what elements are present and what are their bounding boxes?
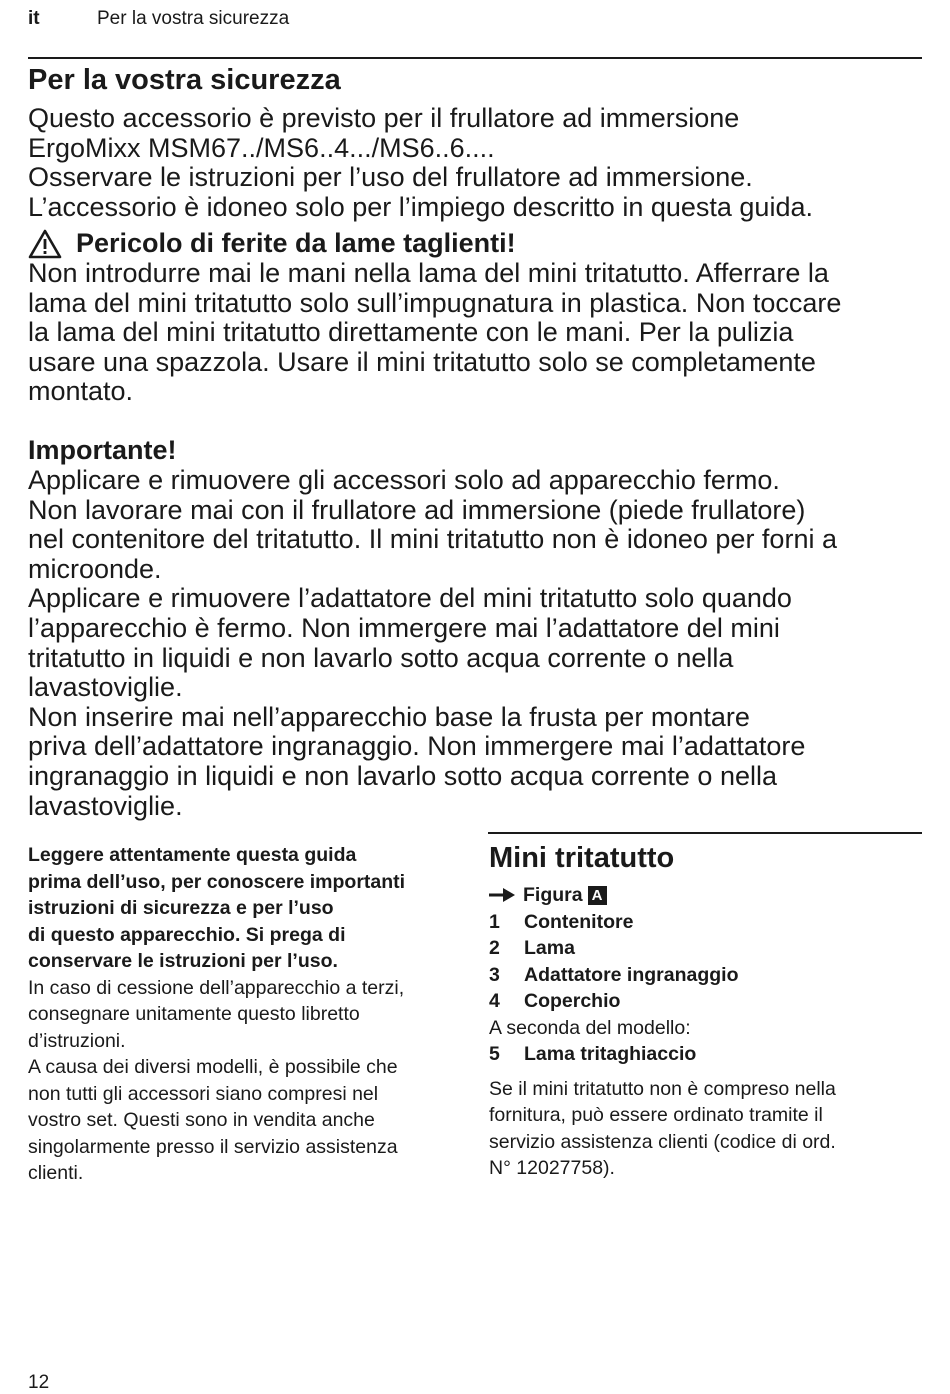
text-line: ErgoMixx MSM67../MS6..4.../MS6..6.... (28, 132, 495, 163)
text-line: istruzioni di sicurezza e per l’uso (28, 897, 334, 919)
figure-letter-badge: A (588, 886, 607, 905)
text-line: Osservare le istruzioni per l’uso del frullatore ad immersione. (28, 162, 753, 193)
text-line: In caso di cessione dell’apparecchio a terzi, (28, 976, 405, 999)
list-item (489, 962, 919, 989)
text-line: Questo accessorio è previsto per il frullatore ad immersione (28, 103, 740, 133)
text-line: vostro set. Questi sono in vendita anche (28, 1109, 375, 1131)
list-item (489, 935, 919, 962)
figure-label: Figura (523, 884, 583, 906)
text-line: lama del mini tritatutto solo sull’impugnatura in plastica. Non toccare (28, 287, 842, 318)
read-instructions-note (28, 842, 468, 1187)
text-line: singolarmente presso il servizio assistenza (28, 1135, 398, 1158)
text-line: priva dell’adattatore ingranaggio. Non immergere mai l’adattatore (28, 731, 806, 762)
text-line: microonde. (28, 553, 162, 584)
text-line: usare una spazzola. Usare il mini tritatutto solo se completamente (28, 346, 816, 377)
item-number: 4 (489, 990, 500, 1012)
text-line: tritatutto in liquidi e non lavarlo sotto acqua corrente o nella (28, 642, 734, 673)
list-item (489, 1041, 919, 1068)
text-line: d’istruzioni. (28, 1029, 126, 1052)
item-label: Coperchio (524, 990, 621, 1012)
text-line: lavastoviglie. (28, 672, 183, 703)
safety-heading: Per la vostra sicurezza (28, 64, 341, 96)
list-item (489, 988, 919, 1015)
item-number: 1 (489, 910, 500, 933)
text-line: servizio assistenza clienti (codice di ord. (489, 1130, 836, 1153)
text-line: la lama del mini tritatutto direttamente con le mani. Per la pulizia (28, 317, 794, 348)
text-line: L’accessorio è idoneo solo per l’impiego descritto in questa guida. (28, 191, 813, 222)
item-label: Lama tritaghiaccio (524, 1043, 697, 1065)
warning-title: Pericolo di ferite da lame taglienti! (76, 228, 516, 258)
running-header-title: Per la vostra sicurezza (97, 8, 290, 29)
text-line: Non inserire mai nell’apparecchio base la frusta per montare (28, 701, 750, 732)
text-line: clienti. (28, 1162, 84, 1184)
warning-triangle-icon (28, 229, 62, 259)
text-line: Leggere attentamente questa guida (28, 844, 357, 866)
column-divider (488, 832, 922, 834)
important-heading: Importante! (28, 435, 177, 465)
order-note (489, 1076, 919, 1182)
figure-reference (489, 882, 919, 909)
language-code: it (28, 8, 40, 29)
text-line: consegnare unitamente questo libretto (28, 1003, 360, 1025)
text-line: Applicare e rimuovere l’adattatore del mini tritatutto solo quando (28, 583, 792, 614)
item-label: Lama (524, 937, 575, 959)
important-text (28, 466, 928, 821)
text-line: di questo apparecchio. Si prega di (28, 923, 346, 946)
item-number: 2 (489, 937, 500, 959)
page-number: 12 (28, 1372, 50, 1393)
text-line: Applicare e rimuovere gli accessori solo ad apparecchio fermo. (28, 465, 780, 495)
item-number: 5 (489, 1043, 500, 1065)
mini-chopper-heading: Mini tritatutto (489, 842, 675, 874)
arrow-right-icon (489, 888, 515, 902)
item-label: Contenitore (524, 910, 634, 933)
text-line: l’apparecchio è fermo. Non immergere mai l’adattatore del mini (28, 612, 780, 643)
text-line: A causa dei diversi modelli, è possibile che (28, 1056, 398, 1078)
text-line: montato. (28, 376, 134, 407)
warning-text (28, 259, 928, 407)
text-line: N° 12027758). (489, 1157, 615, 1179)
text-line: conservare le istruzioni per l’uso. (28, 950, 338, 972)
mini-chopper-section (489, 840, 919, 1182)
model-note: A seconda del modello: (489, 1016, 691, 1039)
text-line: lavastoviglie. (28, 790, 183, 821)
item-number: 3 (489, 963, 500, 986)
text-line: prima dell’uso, per conoscere importanti (28, 870, 406, 893)
text-line: nel contenitore del tritatutto. Il mini tritatutto non è idoneo per forni a (28, 524, 837, 555)
text-line: fornitura, può essere ordinato tramite il (489, 1104, 823, 1126)
list-item (489, 909, 919, 936)
safety-intro (28, 104, 928, 222)
text-line: Non introdurre mai le mani nella lama del mini tritatutto. Afferrare la (28, 258, 829, 288)
top-divider (28, 57, 922, 59)
text-line: ingranaggio in liquidi e non lavarlo sotto acqua corrente o nella (28, 760, 777, 791)
warning-heading (28, 228, 516, 259)
text-line: Non lavorare mai con il frullatore ad immersione (piede frullatore) (28, 494, 806, 525)
text-line: non tutti gli accessori siano compresi nel (28, 1082, 379, 1105)
text-line: Se il mini tritatutto non è compreso nella (489, 1077, 836, 1100)
item-label: Adattatore ingranaggio (524, 963, 739, 986)
